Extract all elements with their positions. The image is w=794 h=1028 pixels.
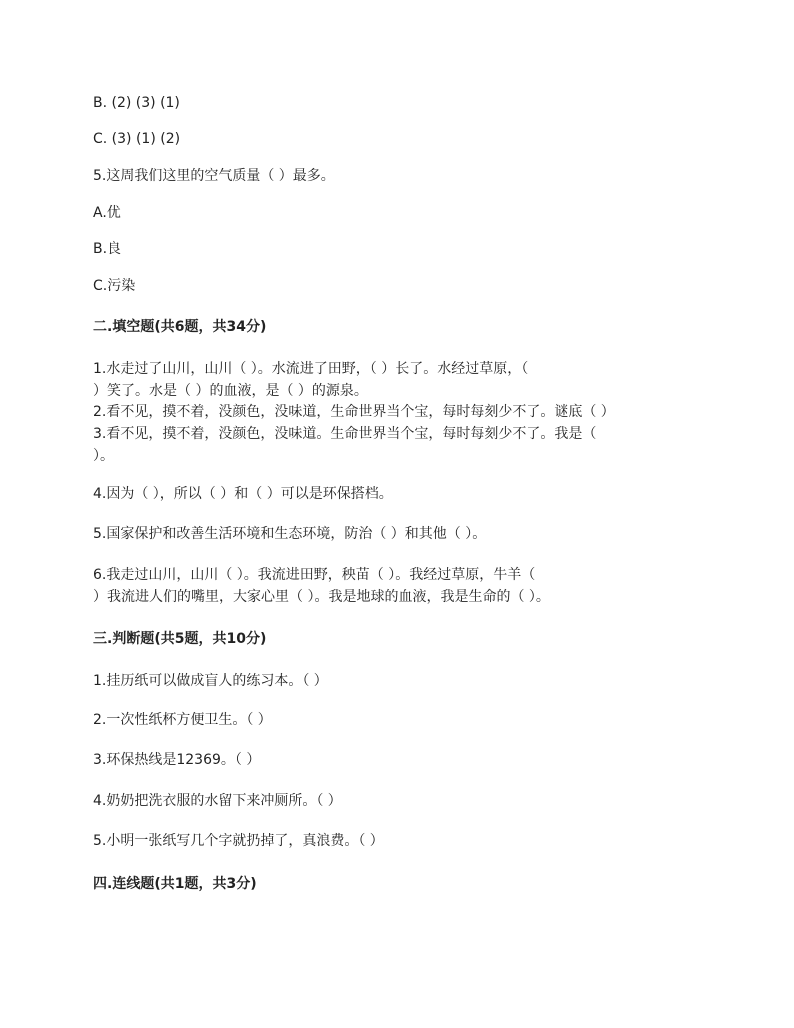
- judge-q4: 4.奶奶把洗衣服的水留下来冲厕所。（ ）: [93, 793, 342, 809]
- fill-q6-line2: ）我流进人们的嘴里，大家心里（ ）。我是地球的血液，我是生命的（ ）。: [93, 589, 550, 605]
- section-3-title: 三.判断题(共5题，共10分): [93, 631, 267, 647]
- question-5-option-b: B.良: [93, 241, 122, 257]
- fill-q5: 5.国家保护和改善生活环境和生态环境，防治（ ）和其他（ ）。: [93, 526, 487, 542]
- fill-q4: 4.因为（ ），所以（ ）和（ ）可以是环保搭档。: [93, 486, 393, 502]
- option-b-prev: B. (2) (3) (1): [93, 95, 180, 111]
- judge-q5: 5.小明一张纸写几个字就扔掉了，真浪费。（ ）: [93, 833, 384, 849]
- fill-q1-line2: ）笑了。水是（ ）的血液，是（ ）的源泉。: [93, 383, 368, 399]
- option-c-prev: C. (3) (1) (2): [93, 131, 181, 147]
- fill-q2: 2.看不见，摸不着，没颜色，没味道，生命世界当个宝，每时每刻少不了。谜底（ ）: [93, 404, 615, 420]
- judge-q3: 3.环保热线是12369。（ ）: [93, 752, 261, 768]
- judge-q2: 2.一次性纸杯方便卫生。（ ）: [93, 712, 272, 728]
- judge-q1: 1.挂历纸可以做成盲人的练习本。（ ）: [93, 673, 328, 689]
- fill-q3-line2: ）。: [93, 448, 114, 464]
- section-2-title: 二.填空题(共6题，共34分): [93, 319, 267, 335]
- section-4-title: 四.连线题(共1题，共3分): [93, 876, 257, 892]
- question-5-option-a: A.优: [93, 205, 121, 221]
- question-5-stem: 5.这周我们这里的空气质量（ ）最多。: [93, 168, 335, 184]
- fill-q3-line1: 3.看不见，摸不着，没颜色，没味道。生命世界当个宝，每时每刻少不了。我是（: [93, 426, 597, 442]
- fill-q1-line1: 1.水走过了山川，山川（ ）。水流进了田野，（ ）长了。水经过草原，（: [93, 361, 529, 377]
- fill-q6-line1: 6.我走过山川，山川（ ）。我流进田野，秧苗（ ）。我经过草原，牛羊（: [93, 567, 536, 583]
- question-5-option-c: C.污染: [93, 278, 136, 294]
